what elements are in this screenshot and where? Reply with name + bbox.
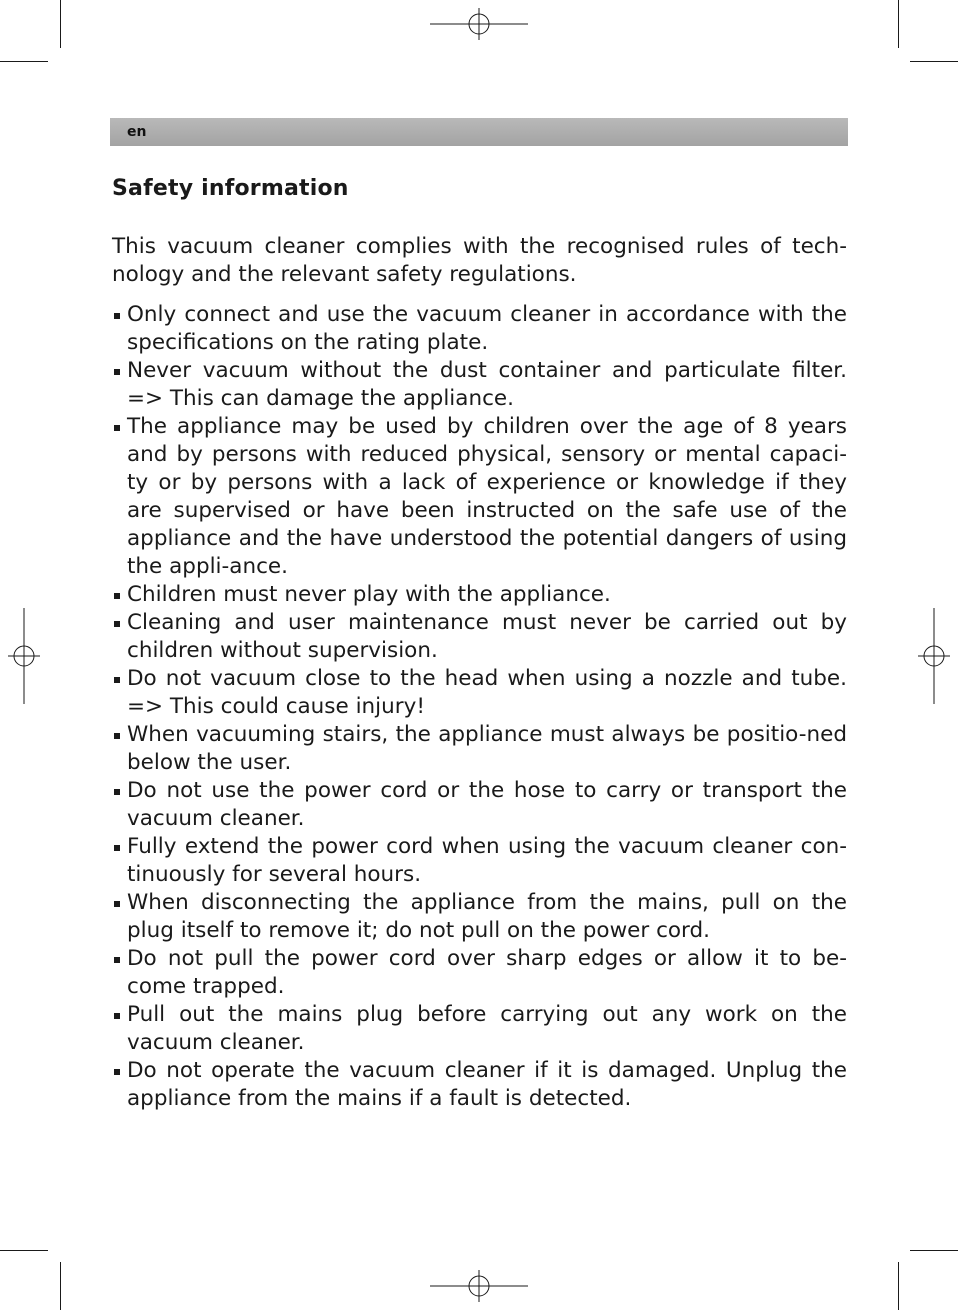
- safety-list-item: [112, 889, 847, 945]
- crop-mark-top-right-v: [898, 0, 899, 48]
- crop-mark-bottom-left-v: [60, 1262, 61, 1310]
- safety-list-item: [112, 1057, 847, 1113]
- safety-list-item-text: Cleaning and user maintenance must never be carried out by children without supervision.: [127, 610, 847, 663]
- registration-mark-bottom-icon: [430, 1270, 528, 1302]
- safety-list-item: [112, 581, 847, 609]
- safety-list-item: [112, 833, 847, 889]
- bullet-icon: [114, 621, 120, 627]
- safety-list-item-text: The appliance may be used by children over the age of 8 years and by persons with reduced physical, sensory or mental capaci-ty or by persons with a lack of experience or knowledge if they are supervised or have been instructed on the safe use of the appliance and the have understood the potential dangers of using the appli-ance.: [127, 414, 847, 579]
- bullet-icon: [114, 313, 120, 319]
- section-title: Safety information: [112, 176, 349, 201]
- safety-list-item: [112, 665, 847, 721]
- crop-mark-bottom-right-v: [898, 1262, 899, 1310]
- bullet-icon: [114, 593, 120, 599]
- crop-mark-top-left-v: [60, 0, 61, 48]
- safety-list-item: [112, 301, 847, 357]
- safety-list-item: [112, 609, 847, 665]
- bullet-icon: [114, 425, 120, 431]
- intro-paragraph: This vacuum cleaner complies with the recognised rules of tech-nology and the relevant safety regulations.: [112, 234, 847, 287]
- safety-list-item: [112, 1001, 847, 1057]
- safety-list-item-text: Do not pull the power cord over sharp edges or allow it to be-come trapped.: [127, 946, 847, 999]
- safety-list-item-text: When vacuuming stairs, the appliance must always be positio-ned below the user.: [127, 722, 847, 775]
- safety-list-item: [112, 357, 847, 413]
- bullet-icon: [114, 1069, 120, 1075]
- bullet-icon: [114, 1013, 120, 1019]
- safety-list-item-text: Fully extend the power cord when using the vacuum cleaner con-tinuously for several hours.: [127, 834, 847, 887]
- bullet-icon: [114, 957, 120, 963]
- bullet-icon: [114, 901, 120, 907]
- safety-list: [112, 301, 847, 1113]
- safety-list-item: [112, 945, 847, 1001]
- safety-list-item-text: Children must never play with the appliance.: [127, 582, 611, 607]
- language-header-bar: [110, 118, 848, 146]
- registration-mark-top-icon: [430, 8, 528, 40]
- safety-list-item-text: Pull out the mains plug before carrying out any work on the vacuum cleaner.: [127, 1002, 847, 1055]
- bullet-icon: [114, 733, 120, 739]
- safety-list-item-text: Never vacuum without the dust container and particulate filter. => This can damage the appliance.: [127, 358, 847, 411]
- bullet-icon: [114, 677, 120, 683]
- bullet-icon: [114, 789, 120, 795]
- bullet-icon: [114, 845, 120, 851]
- safety-list-item: [112, 721, 847, 777]
- crop-mark-top-left-h: [0, 61, 48, 62]
- crop-mark-top-right-h: [910, 61, 958, 62]
- registration-mark-right-icon: [918, 608, 950, 704]
- safety-list-item-text: When disconnecting the appliance from the mains, pull on the plug itself to remove it; do not pull on the power cord.: [127, 890, 847, 943]
- safety-list-item: [112, 777, 847, 833]
- safety-list-item-text: Do not use the power cord or the hose to carry or transport the vacuum cleaner.: [127, 778, 847, 831]
- registration-mark-left-icon: [8, 608, 40, 704]
- safety-list-item-text: Do not vacuum close to the head when using a nozzle and tube. => This could cause injury!: [127, 666, 847, 719]
- safety-list-item: [112, 413, 847, 581]
- language-code: en: [127, 124, 147, 140]
- bullet-icon: [114, 369, 120, 375]
- safety-list-item-text: Do not operate the vacuum cleaner if it is damaged. Unplug the appliance from the mains if a fault is detected.: [127, 1058, 847, 1111]
- crop-mark-bottom-left-h: [0, 1250, 48, 1251]
- safety-list-item-text: Only connect and use the vacuum cleaner in accordance with the specifications on the rating plate.: [127, 302, 847, 355]
- crop-mark-bottom-right-h: [910, 1250, 958, 1251]
